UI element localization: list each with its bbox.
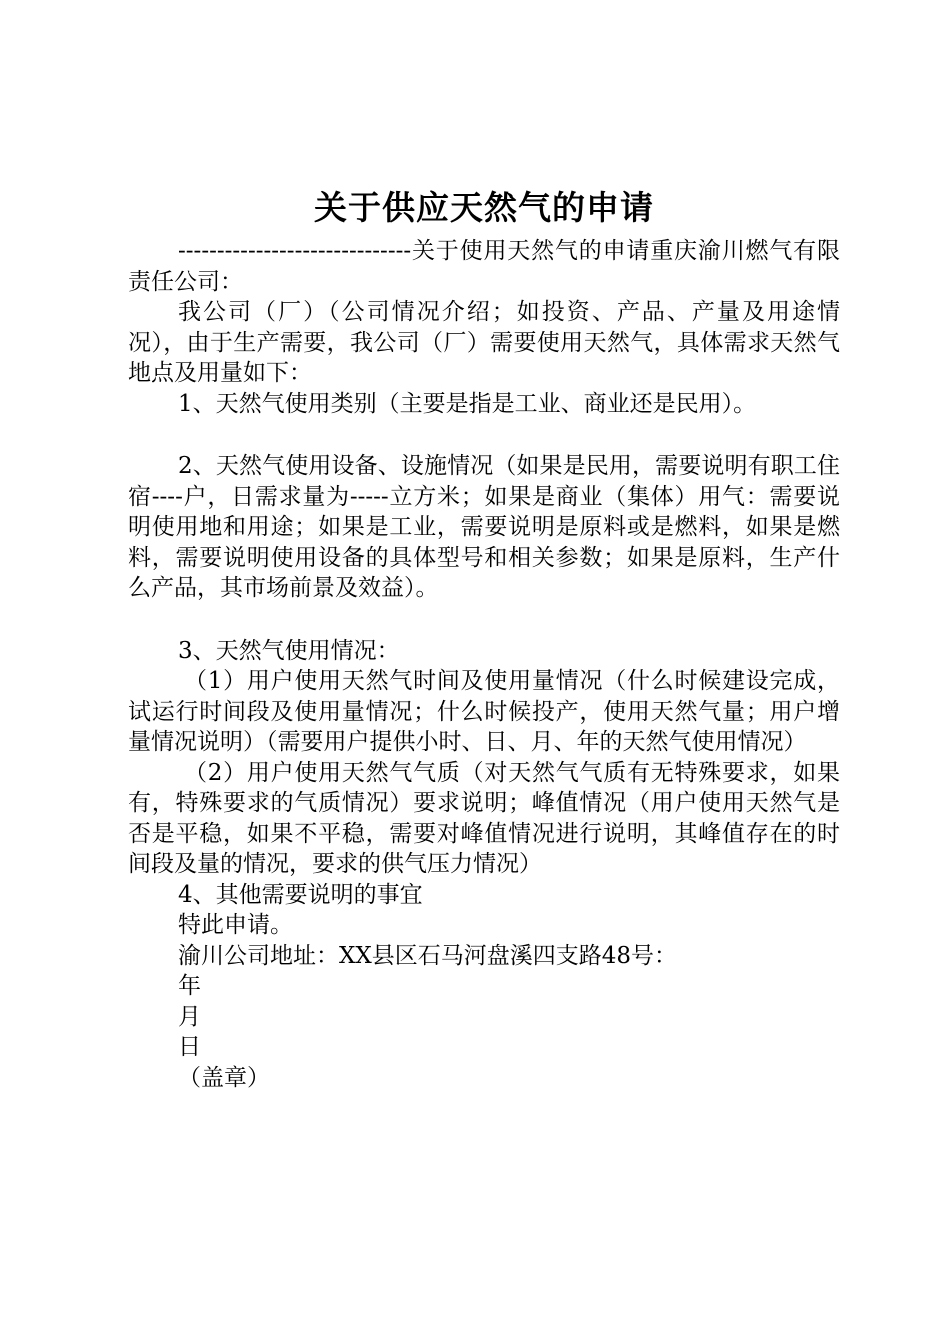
item-3-2: （2）用户使用天然气气质（对天然气气质有无特殊要求，如果有，特殊要求的气质情况）要求说明；峰值情况（用户使用天然气是否是平稳，如果不平稳，需要对峰值情况进行说明，其峰值存在的时间段及量的情况，要求的供气压力情况） [128, 759, 840, 877]
document-page [128, 186, 840, 1093]
item-3-1: （1）用户使用天然气时间及使用量情况（什么时候建设完成，试运行时间段及使用量情况；什么时候投产，使用天然气量；用户增量情况说明）（需要用户提供小时、日、月、年的天然气使用情况） [128, 668, 840, 755]
spacer [128, 419, 840, 451]
date-year: 年 [178, 973, 201, 999]
seal-note: （盖章） [178, 1064, 270, 1091]
document-title: 关于供应天然气的申请 [314, 188, 654, 227]
intro-paragraph: 我公司（厂）（公司情况介绍；如投资、产品、产量及用途情况），由于生产需要，我公司（厂）需要使用天然气，具体需求天然气地点及用量如下： [128, 299, 840, 386]
item-1: 1、天然气使用类别（主要是指是工业、商业还是民用）。 [178, 390, 757, 417]
date-day: 日 [178, 1034, 201, 1060]
spacer [128, 604, 840, 636]
item-4: 4、其他需要说明的事宜 [178, 881, 423, 908]
address-line: 渝川公司地址：XX县区石马河盘溪四支路48号： [178, 942, 678, 969]
item-2: 2、天然气使用设备、设施情况（如果是民用，需要说明有职工住宿----户，日需求量为-----立方米；如果是商业（集体）用气：需要说明使用地和用途；如果是工业，需要说明是原料或是燃料，如果是燃料，需要说明使用设备的具体型号和相关参数；如果是原料，生产什么产品，其市场前景及效益）。 [128, 453, 840, 601]
item-3: 3、天然气使用情况： [178, 637, 400, 664]
closing-text: 特此申请。 [178, 912, 293, 938]
intro-line: ------------------------------关于使用天然气的申请重庆渝川燃气有限责任公司： [128, 238, 840, 295]
date-month: 月 [178, 1003, 201, 1030]
